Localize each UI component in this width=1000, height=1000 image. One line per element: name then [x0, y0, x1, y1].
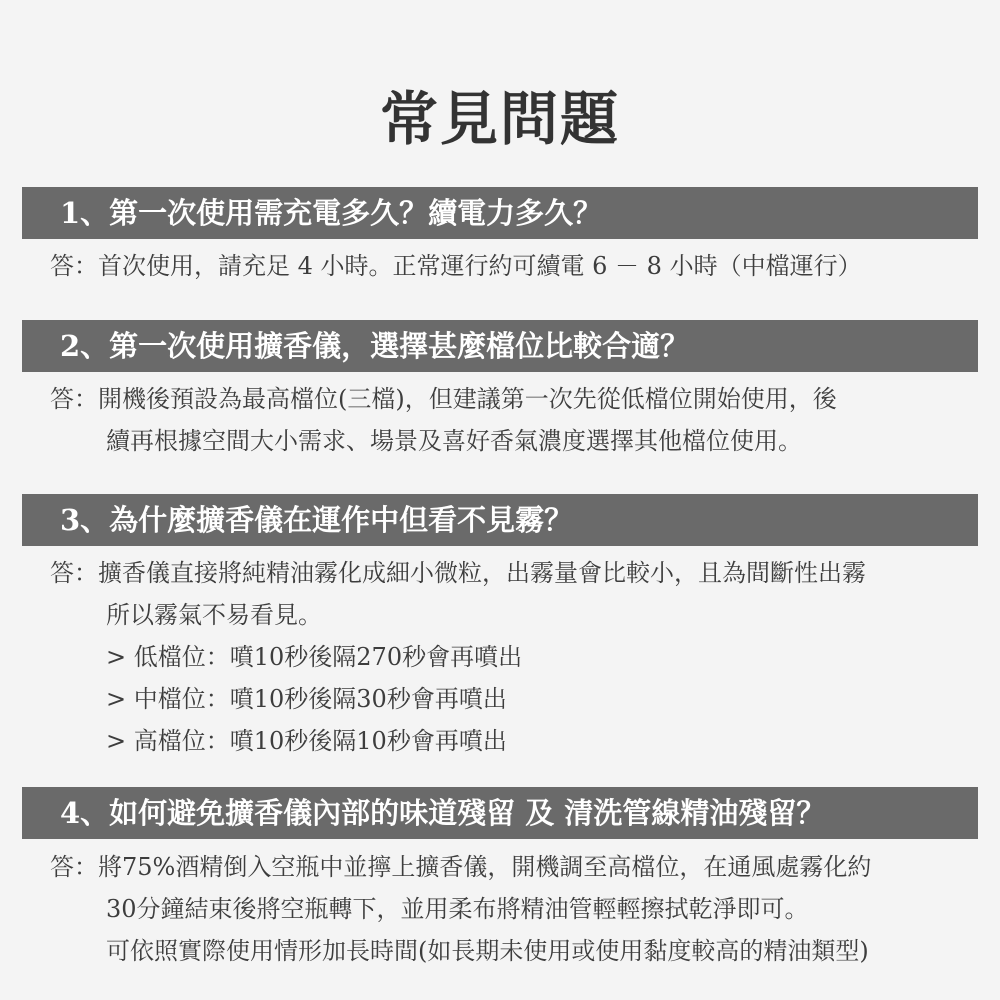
- page-title: 常見問題: [379, 85, 620, 153]
- answer-prefix: 答：: [50, 559, 98, 587]
- answer-line: [50, 245, 970, 287]
- answer-line: 可依照實際使用情形加長時間(如長期未使用或使用黏度較高的精油類型): [106, 937, 869, 965]
- faq-question-1: 1、第一次使用需充電多久？續電力多久？: [22, 187, 978, 239]
- answer-prefix: 答：: [50, 252, 98, 280]
- answer-line: 續再根據空間大小需求、場景及喜好香氣濃度選擇其他檔位使用。: [106, 427, 802, 455]
- faq-question-4: 4、如何避免擴香儀內部的味道殘留 及 清洗管線精油殘留？: [22, 787, 978, 839]
- faq-answer-2: [50, 378, 970, 462]
- faq-answer-4: [50, 846, 970, 972]
- answer-line: [50, 846, 970, 888]
- faq-question-3: 3、為什麼擴香儀在運作中但看不見霧？: [22, 494, 978, 546]
- answer-text: 擴香儀直接將純精油霧化成細小微粒，出霧量會比較小，且為間斷性出霧: [98, 559, 866, 587]
- answer-bullet: > 中檔位：噴10秒後隔30秒會再噴出: [106, 685, 507, 713]
- answer-line: 所以霧氣不易看見。: [106, 601, 322, 629]
- answer-prefix: 答：: [50, 853, 98, 881]
- answer-line: 30分鐘結束後將空瓶轉下，並用柔布將精油管輕輕擦拭乾淨即可。: [106, 895, 809, 923]
- answer-text: 將75%酒精倒入空瓶中並擰上擴香儀，開機調至高檔位，在通風處霧化約: [98, 853, 872, 881]
- faq-question-2: 2、第一次使用擴香儀，選擇甚麼檔位比較合適？: [22, 320, 978, 372]
- faq-answer-3: [50, 552, 970, 762]
- faq-answer-1: [50, 245, 970, 287]
- answer-line: [50, 378, 970, 420]
- answer-text: 開機後預設為最高檔位(三檔)，但建議第一次先從低檔位開始使用，後: [98, 385, 837, 413]
- answer-prefix: 答：: [50, 385, 98, 413]
- answer-bullet: > 低檔位：噴10秒後隔270秒會再噴出: [106, 643, 523, 671]
- answer-bullet: > 高檔位：噴10秒後隔10秒會再噴出: [106, 727, 507, 755]
- answer-line: [50, 552, 970, 594]
- answer-text: 首次使用，請充足 4 小時。正常運行約可續電 6 － 8 小時（中檔運行）: [98, 252, 862, 280]
